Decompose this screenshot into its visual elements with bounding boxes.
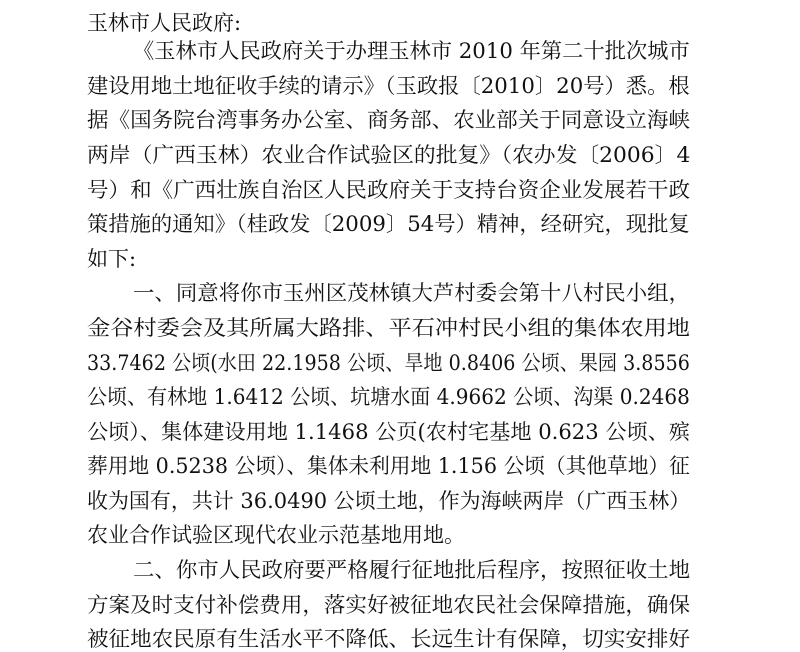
text-line: 号）和《广西壮族自治区人民政府关于支持台资企业发展若干政 — [87, 178, 690, 202]
text-line: 《玉林市人民政府关于办理玉林市 2010 年第二十批次城市 — [133, 39, 690, 63]
text-line: 农业合作试验区现代农业示范基地用地。 — [87, 523, 465, 547]
text-line: 二、你市人民政府要严格履行征地批后程序，按照征收土地 — [133, 558, 690, 582]
text-line: 葬用地 0.5238 公顷）、集体未利用地 1.156 公顷（其他草地）征 — [87, 454, 690, 478]
text-line: 两岸（广西玉林）农业合作试验区的批复》（农办发〔2006〕4 — [87, 143, 691, 167]
text-line: 一、同意将你市玉州区茂林镇大芦村委会第十八村民小组， — [133, 281, 690, 305]
text-line: 如下: — [87, 247, 137, 271]
text-line: 建设用地土地征收手续的请示》（玉政报〔2010〕20号）悉。根 — [87, 74, 690, 98]
text-line: 据《国务院台湾事务办公室、商务部、农业部关于同意设立海峡 — [87, 108, 690, 132]
text-line: 方案及时支付补偿费用，落实好被征地农民社会保障措施，确保 — [87, 593, 690, 617]
text-line: 被征地农民原有生活水平不降低、长远生计有保障，切实安排好 — [87, 627, 690, 651]
text-line: 公顷、有林地 1.6412 公顷、坑塘水面 4.9662 公顷、沟渠 0.2468 — [87, 385, 690, 409]
text-line: 公顷）、集体建设用地 1.1468 公页(农村宅基地 0.623 公顷、殡 — [87, 420, 690, 444]
text-line: 33.7462 公顷(水田 22.1958 公顷、旱地 0.8406 公顷、果园 3.8556 — [87, 351, 690, 375]
text-line: 金谷村委会及其所属大路排、平石冲村民小组的集体农用地 — [87, 316, 690, 340]
text-line: 策措施的通知》（桂政发〔2009〕54号）精神，经研究，现批复 — [87, 212, 690, 236]
addressee: 玉林市人民政府: — [87, 11, 242, 35]
text-line: 收为国有，共计 36.0490 公顷土地，作为海峡两岸（广西玉林） — [87, 489, 691, 513]
